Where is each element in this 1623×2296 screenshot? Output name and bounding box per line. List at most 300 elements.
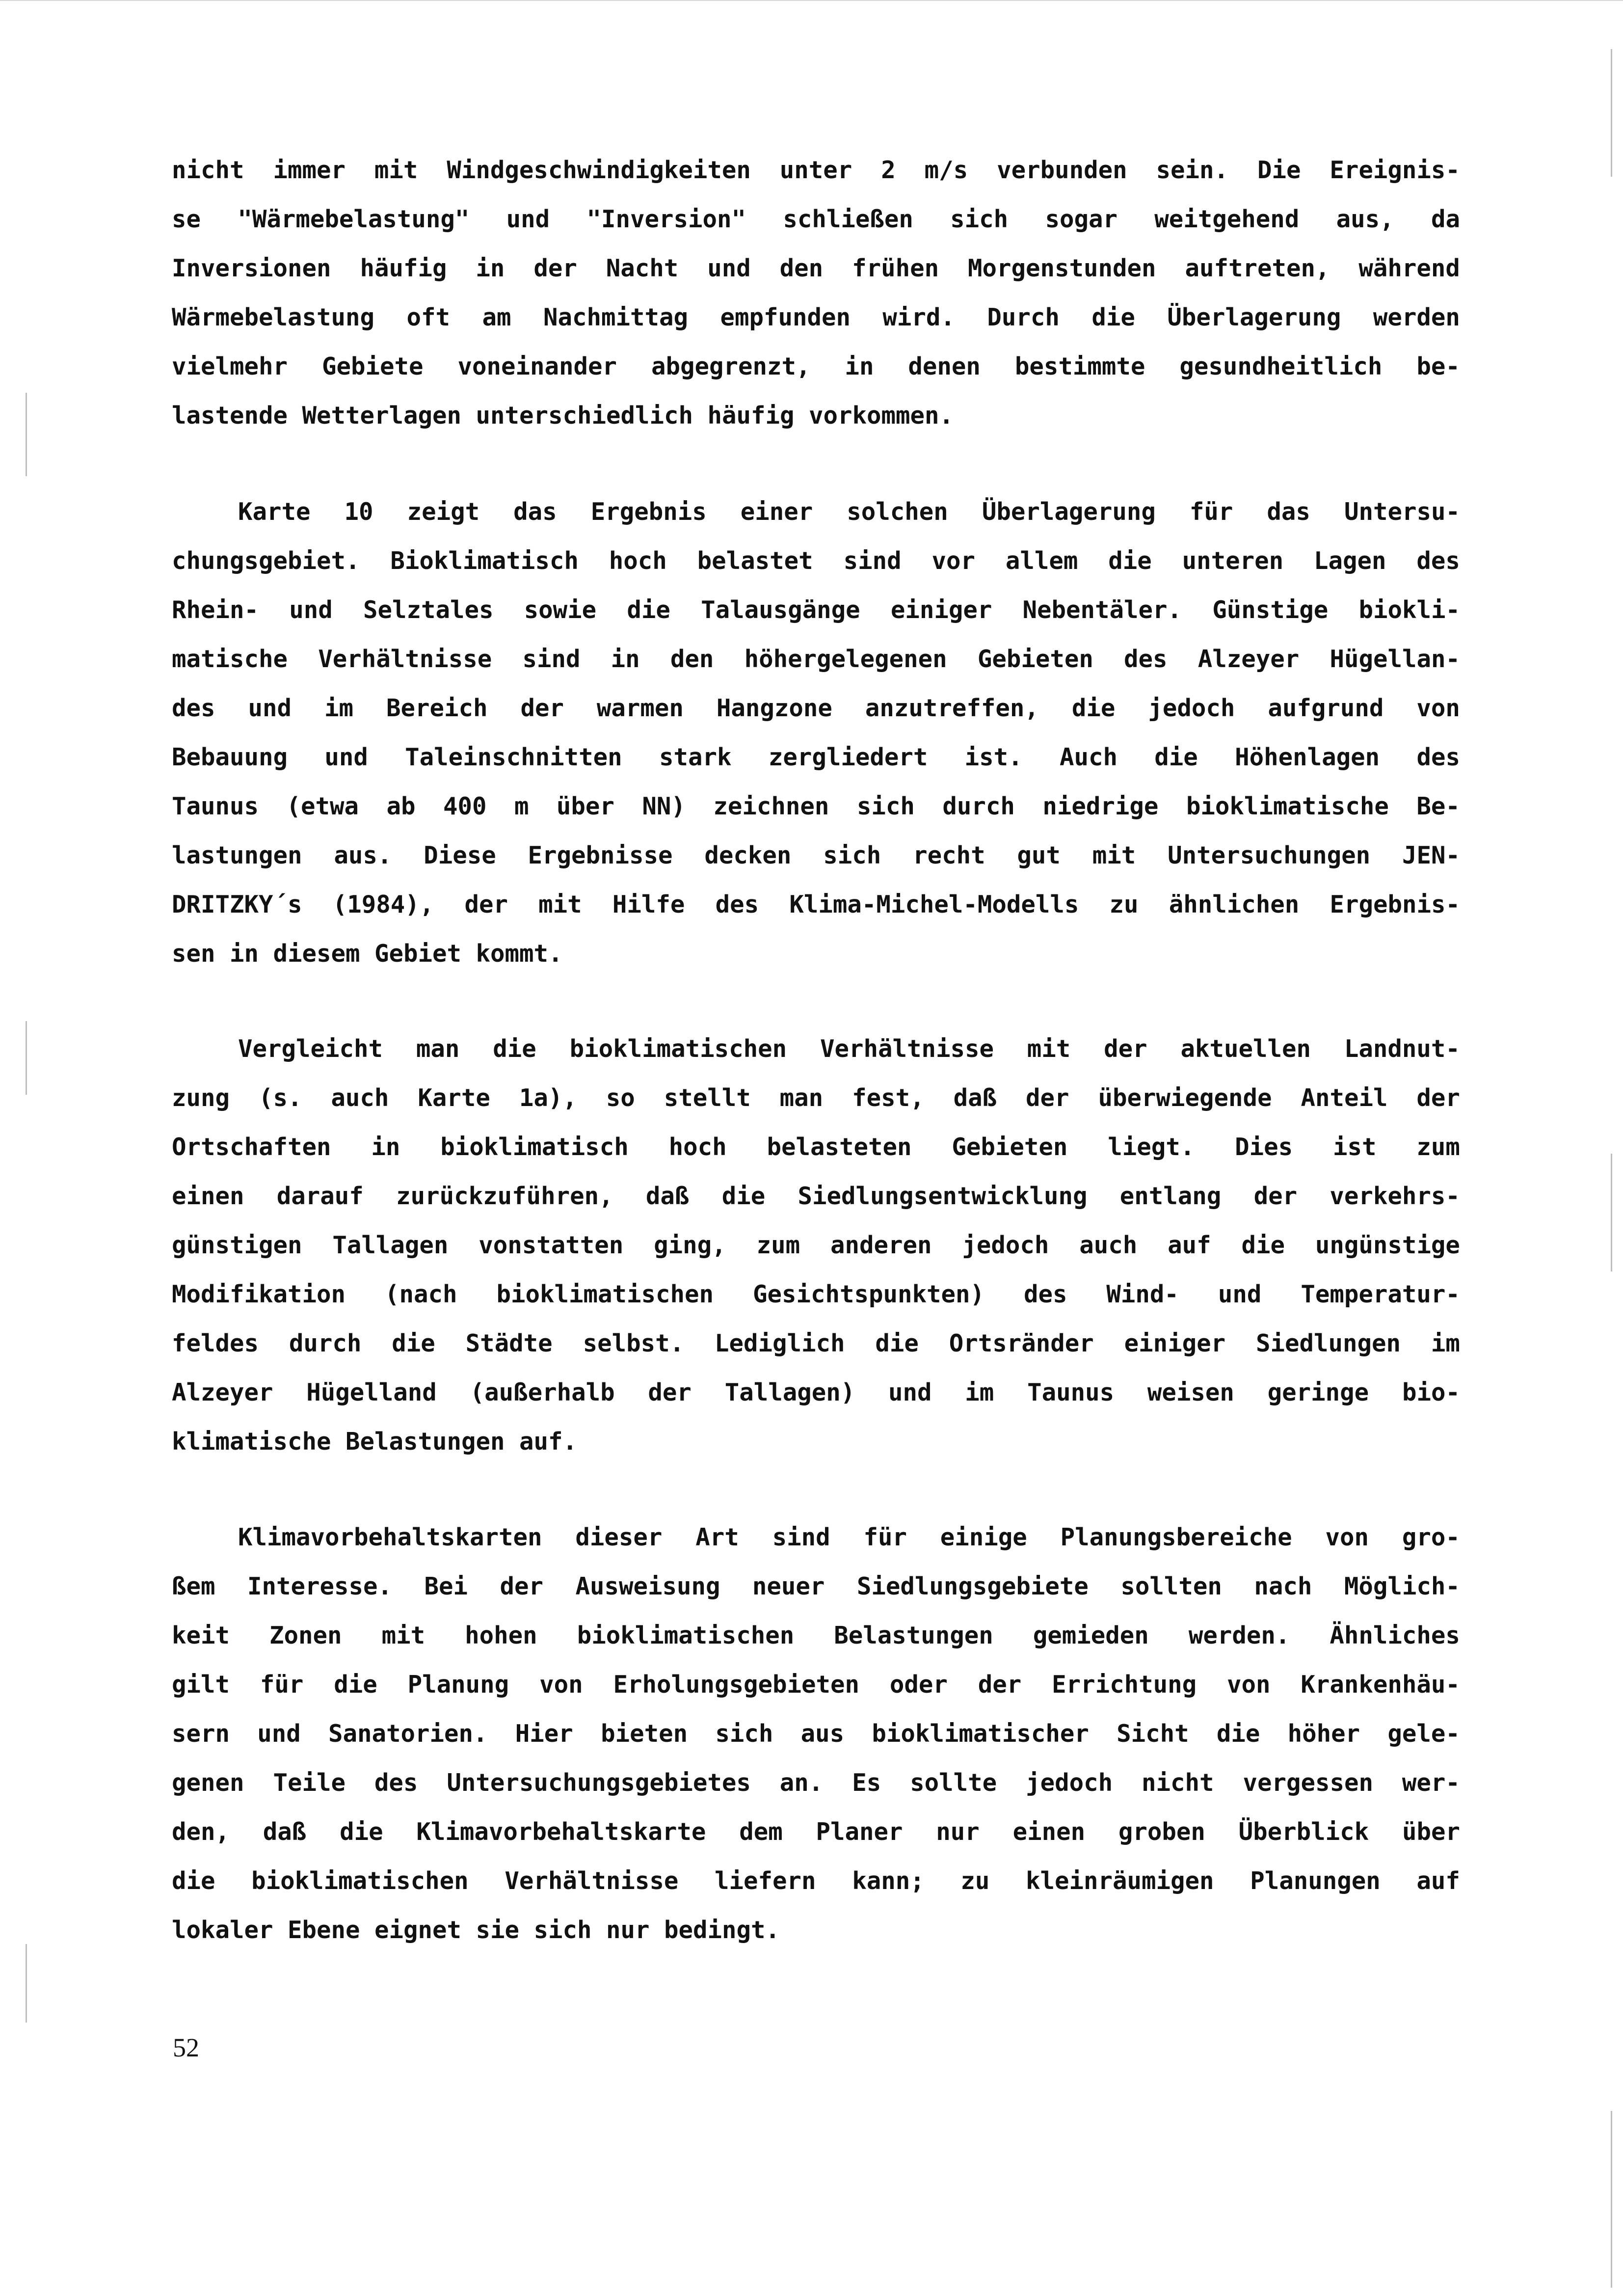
scan-margin-mark — [1611, 49, 1612, 177]
text-word: oft — [406, 303, 450, 331]
text-word: gro- — [1402, 1523, 1460, 1551]
text-word: des — [1124, 645, 1168, 673]
text-word: empfunden — [720, 303, 851, 331]
text-word: jedoch — [1026, 1769, 1113, 1797]
text-word: (nach — [384, 1280, 457, 1308]
text-word: in — [845, 352, 874, 380]
text-word: durch — [289, 1329, 362, 1357]
text-line — [172, 1660, 1460, 1709]
text-word: Es — [852, 1769, 881, 1797]
text-word: nach — [1254, 1572, 1312, 1600]
text-word: zergliedert — [768, 743, 928, 771]
text-word: in — [371, 1133, 400, 1161]
text-word: die — [392, 1329, 435, 1357]
text-word: jedoch — [962, 1231, 1049, 1259]
text-word: an. — [779, 1769, 824, 1797]
text-word: bioklimatische — [1186, 792, 1389, 820]
text-word: aus — [800, 1720, 845, 1748]
text-word: werden. — [1188, 1621, 1290, 1649]
text-word: die — [1241, 1231, 1285, 1259]
text-word: Morgenstunden — [968, 254, 1156, 282]
text-word: im — [1431, 1329, 1460, 1357]
text-word: Lagen — [1314, 547, 1386, 575]
text-word: vonstatten — [479, 1231, 624, 1259]
text-word: Untersuchungsgebietes — [447, 1769, 751, 1797]
text-word: m/s — [924, 156, 968, 184]
text-word: einen — [1012, 1818, 1086, 1846]
text-word: niedrige — [1042, 792, 1159, 820]
text-word: und — [707, 254, 751, 282]
text-word: NN) — [642, 792, 686, 820]
text-line — [172, 1709, 1460, 1758]
text-word: einiger — [1124, 1329, 1226, 1357]
scan-margin-mark — [1611, 2111, 1612, 2288]
text-word: 1a), — [519, 1084, 577, 1112]
text-word: Siedlungsgebiete — [856, 1572, 1089, 1600]
text-word: weitgehend — [1154, 205, 1300, 233]
text-word: höhergelegenen — [744, 645, 947, 673]
text-word: Rhein- — [172, 596, 259, 624]
text-word: Vergleicht — [238, 1035, 383, 1063]
text-word: Ergebnis- — [1330, 891, 1460, 918]
text-word: Sanatorien. — [328, 1720, 488, 1748]
text-word: gesundheitlich — [1179, 352, 1383, 380]
text-word: m — [514, 792, 529, 820]
text-word: solchen — [847, 498, 948, 526]
text-line — [172, 1611, 1460, 1660]
text-word: auftreten, — [1185, 254, 1330, 282]
text-word: Nachmittag — [543, 303, 688, 331]
text-word: bio- — [1402, 1378, 1460, 1406]
text-line — [172, 831, 1460, 880]
text-word: Krankenhäu- — [1301, 1671, 1460, 1699]
text-word: recht — [913, 841, 985, 869]
text-word: der — [533, 254, 577, 282]
text-word: für — [1189, 498, 1233, 526]
text-word: sollte — [910, 1769, 997, 1797]
text-word: der — [1253, 1182, 1298, 1210]
text-word: über — [1402, 1818, 1460, 1846]
text-word: anderen — [830, 1231, 932, 1259]
text-word: Art — [695, 1523, 739, 1551]
text-word: fest, — [852, 1084, 925, 1112]
text-word: anzutreffen, — [865, 694, 1039, 722]
text-word: nicht — [1142, 1769, 1214, 1797]
text-word: die — [1154, 743, 1198, 771]
text-word: Sicht — [1117, 1720, 1189, 1748]
text-word: voneinander — [457, 352, 617, 380]
text-word: ging, — [654, 1231, 726, 1259]
text-word: Auch — [1059, 743, 1117, 771]
text-word: 10 — [344, 498, 373, 526]
text-word: einiger — [890, 596, 992, 624]
text-word: bieten — [601, 1720, 688, 1748]
text-word: Siedlungsentwicklung — [798, 1182, 1088, 1210]
text-word: aus, — [1336, 205, 1394, 233]
text-word: zu — [960, 1867, 990, 1895]
text-word: groben — [1118, 1818, 1205, 1846]
text-word: Untersuchungen — [1168, 841, 1371, 869]
body-paragraph — [172, 487, 1460, 978]
text-word: in — [611, 645, 640, 673]
text-word: verkehrs- — [1330, 1182, 1460, 1210]
text-word: zum — [1416, 1133, 1460, 1161]
text-line — [172, 1758, 1460, 1808]
text-word: der — [1104, 1035, 1147, 1063]
text-word: von — [1416, 694, 1460, 722]
text-line — [172, 1562, 1460, 1611]
text-word: liegt. — [1108, 1133, 1195, 1161]
body-paragraph — [172, 146, 1460, 440]
text-line — [172, 733, 1460, 782]
text-word: DRITZKY´s — [172, 891, 302, 918]
text-word: Selztales — [363, 596, 494, 624]
text-word: Hier — [515, 1720, 573, 1748]
scan-margin-mark — [26, 393, 27, 476]
text-word: belasteten — [767, 1133, 912, 1161]
text-word: höher — [1287, 1720, 1360, 1748]
text-word: se — [172, 205, 201, 233]
text-word: sind — [772, 1523, 830, 1551]
text-word: wird. — [882, 303, 955, 331]
text-line — [172, 1025, 1460, 1074]
text-word: aus. — [334, 841, 392, 869]
text-word: Planungen — [1250, 1867, 1381, 1895]
text-word: keit — [172, 1621, 230, 1649]
text-word: Ergebnisse — [528, 841, 673, 869]
text-word: Gesichtspunkten) — [752, 1280, 984, 1308]
text-word: des — [715, 891, 759, 918]
text-word: nur — [936, 1818, 980, 1846]
text-line — [172, 487, 1460, 537]
text-word: Klimavorbehaltskarten — [238, 1523, 542, 1551]
text-word: immer — [273, 156, 346, 184]
text-word: mit — [538, 891, 582, 918]
text-word: die — [340, 1818, 383, 1846]
text-word: Tallagen — [332, 1231, 449, 1259]
text-word: entlang — [1119, 1182, 1222, 1210]
text-word: überwiegende — [1098, 1084, 1272, 1112]
text-line — [172, 586, 1460, 635]
text-word: und — [289, 596, 333, 624]
text-word: "Inversion" — [586, 205, 746, 233]
text-word: und — [324, 743, 368, 771]
text-word: werden — [1373, 303, 1460, 331]
text-word: zeichnen — [713, 792, 829, 820]
text-word: sogar — [1045, 205, 1117, 233]
text-word: gilt — [172, 1671, 230, 1699]
text-word: Teile — [273, 1769, 346, 1797]
text-word: Überlagerung — [1167, 303, 1341, 331]
text-word: 400 — [443, 792, 487, 820]
text-word: Karte — [418, 1084, 490, 1112]
text-word: gele- — [1387, 1720, 1460, 1748]
text-word: frühen — [852, 254, 939, 282]
text-word: 2 — [881, 156, 896, 184]
text-word: da — [1431, 205, 1460, 233]
text-word: am — [482, 303, 511, 331]
text-word: Planungsbereiche — [1060, 1523, 1292, 1551]
text-word: Talausgänge — [701, 596, 860, 624]
text-word: Be- — [1416, 792, 1460, 820]
body-paragraph — [172, 1025, 1460, 1466]
text-word: Hilfe — [612, 891, 685, 918]
text-word: feldes — [172, 1329, 259, 1357]
text-word: chungsgebiet. — [172, 547, 360, 575]
page-number: 52 — [173, 2033, 199, 2062]
text-line — [172, 1857, 1460, 1906]
text-word: sich — [823, 841, 881, 869]
text-word: Klima-Michel-Modells — [789, 891, 1079, 918]
text-word: "Wärmebelastung" — [238, 205, 470, 233]
text-line — [172, 1808, 1460, 1857]
text-word: selbst. — [583, 1329, 685, 1357]
text-word: neuer — [752, 1572, 825, 1600]
text-word: und — [506, 205, 550, 233]
text-word: genen — [172, 1769, 244, 1797]
text-word: Günstige — [1212, 596, 1329, 624]
text-word: belastet — [697, 547, 813, 575]
text-word: unter — [779, 156, 852, 184]
text-word: Wärmebelastung — [172, 303, 375, 331]
text-word: Bei — [424, 1572, 468, 1600]
text-line — [172, 782, 1460, 831]
text-line — [172, 146, 1460, 195]
text-line: lastende Wetterlagen unterschiedlich häufig vorkommen. — [172, 402, 954, 430]
text-word: Verhältnisse — [318, 645, 492, 673]
text-word: bioklimatischen — [569, 1035, 787, 1063]
text-word: Hangzone — [716, 694, 832, 722]
text-word: die — [721, 1182, 766, 1210]
text-word: das — [513, 498, 557, 526]
text-word: der — [464, 891, 508, 918]
text-word: (außerhalb — [470, 1378, 615, 1406]
text-word: Ortschaften — [172, 1133, 331, 1161]
text-word: von — [1325, 1523, 1369, 1551]
text-word: der — [1026, 1084, 1069, 1112]
text-word: von — [539, 1671, 583, 1699]
text-word: zung — [172, 1084, 230, 1112]
text-word: Zonen — [269, 1621, 342, 1649]
text-word: hoch — [668, 1133, 727, 1161]
text-word: die — [1216, 1720, 1260, 1748]
text-word: stellt — [664, 1084, 751, 1112]
text-word: hoch — [609, 547, 667, 575]
text-word: bestimmte — [1014, 352, 1145, 380]
text-line — [172, 537, 1460, 586]
text-word: Alzeyer — [1197, 645, 1300, 673]
text-word: Landnut- — [1344, 1035, 1460, 1063]
text-word: mit — [374, 156, 418, 184]
text-line — [172, 1513, 1460, 1562]
text-word: im — [324, 694, 353, 722]
text-word: Überblick — [1238, 1818, 1369, 1846]
text-word: Anteil — [1301, 1084, 1388, 1112]
text-word: Planung — [407, 1671, 509, 1699]
text-word: Interesse. — [247, 1572, 392, 1600]
text-word: sowie — [524, 596, 597, 624]
text-word: Überlagerung — [982, 498, 1156, 526]
text-word: denen — [908, 352, 981, 380]
text-word: Dies — [1235, 1133, 1293, 1161]
text-word: daß — [645, 1182, 690, 1210]
text-word: Durch — [987, 303, 1060, 331]
text-word: so — [606, 1084, 635, 1112]
text-line — [172, 195, 1460, 244]
text-word: ßem — [172, 1572, 215, 1600]
text-word: warmen — [596, 694, 684, 722]
text-word: dieser — [575, 1523, 663, 1551]
text-line — [172, 1172, 1460, 1221]
text-word: verbunden — [997, 156, 1127, 184]
text-word: sich — [950, 205, 1009, 233]
scan-edge-line — [0, 0, 1623, 1]
text-word: bioklimatisch — [440, 1133, 629, 1161]
text-word: sind — [843, 547, 902, 575]
text-word: stark — [659, 743, 732, 771]
text-word: während — [1358, 254, 1460, 282]
text-word: Wind- — [1106, 1280, 1179, 1308]
text-word: die — [627, 596, 670, 624]
text-word: mit — [381, 1621, 426, 1649]
text-word: und — [1218, 1280, 1262, 1308]
text-word: mit — [1092, 841, 1136, 869]
text-line — [172, 1123, 1460, 1172]
text-word: dem — [739, 1818, 783, 1846]
text-word: kleinräumigen — [1026, 1867, 1214, 1895]
text-word: Gebieten — [952, 1133, 1068, 1161]
text-word: Lediglich — [714, 1329, 845, 1357]
text-word: Bebauung — [172, 743, 288, 771]
text-word: sich — [715, 1720, 773, 1748]
text-line — [172, 880, 1460, 929]
text-word: jedoch — [1148, 694, 1235, 722]
text-word: der — [978, 1671, 1022, 1699]
text-word: die — [172, 1867, 215, 1895]
text-word: Temperatur- — [1301, 1280, 1460, 1308]
text-word: den, — [172, 1818, 230, 1846]
text-word: unteren — [1182, 547, 1284, 575]
text-line — [172, 684, 1460, 733]
text-word: das — [1267, 498, 1310, 526]
text-word: Alzeyer — [172, 1378, 273, 1406]
text-word: des — [1023, 1280, 1067, 1308]
scan-margin-mark — [1611, 1154, 1612, 1271]
text-word: Möglich- — [1344, 1572, 1460, 1600]
text-line — [172, 1319, 1460, 1368]
text-word: geringe — [1267, 1378, 1369, 1406]
text-line — [172, 1270, 1460, 1319]
text-word: auf — [1168, 1231, 1211, 1259]
text-word: bioklimatischen — [496, 1280, 714, 1308]
text-word: die — [1091, 303, 1135, 331]
text-line — [172, 1221, 1460, 1270]
text-word: wer- — [1402, 1769, 1460, 1797]
text-word: und — [257, 1720, 301, 1748]
text-word: Windgeschwindigkeiten — [447, 156, 751, 184]
text-word: im — [965, 1378, 994, 1406]
text-word: günstigen — [172, 1231, 302, 1259]
text-word: weisen — [1147, 1378, 1234, 1406]
text-word: auf — [1416, 1867, 1460, 1895]
text-word: des — [172, 694, 215, 722]
text-word: bioklimatischen — [577, 1621, 795, 1649]
text-word: aufgrund — [1268, 694, 1384, 722]
text-word: zu — [1109, 891, 1139, 918]
text-word: der — [520, 694, 564, 722]
text-word: Ergebnis — [590, 498, 707, 526]
text-word: man — [416, 1035, 460, 1063]
text-word: gemieden — [1033, 1621, 1149, 1649]
text-word: die — [875, 1329, 919, 1357]
text-word: mit — [1027, 1035, 1071, 1063]
text-word: einen — [172, 1182, 244, 1210]
scan-margin-mark — [26, 1021, 27, 1095]
text-word: decken — [704, 841, 792, 869]
text-line: lokaler Ebene eignet sie sich nur bedingt. — [172, 1916, 780, 1944]
text-word: die — [1108, 547, 1152, 575]
text-word: Siedlungen — [1256, 1329, 1401, 1357]
text-word: den — [779, 254, 824, 282]
text-word: in — [476, 254, 505, 282]
text-word: JEN- — [1402, 841, 1460, 869]
text-word: lastungen — [172, 841, 302, 869]
text-line — [172, 1074, 1460, 1123]
text-word: Untersu- — [1344, 498, 1460, 526]
text-word: daß — [953, 1084, 997, 1112]
text-word: ist — [1333, 1133, 1377, 1161]
text-word: Nebentäler. — [1022, 596, 1182, 624]
text-word: auch — [331, 1084, 389, 1112]
text-word: Modifikation — [172, 1280, 346, 1308]
text-word: allem — [1005, 547, 1078, 575]
text-word: der — [648, 1378, 692, 1406]
text-word: vergessen — [1243, 1769, 1373, 1797]
text-word: ab — [386, 792, 416, 820]
text-line — [172, 293, 1460, 342]
text-word: für — [863, 1523, 907, 1551]
text-word: abgegrenzt, — [651, 352, 811, 380]
text-word: Die — [1257, 156, 1301, 184]
text-word: bioklimatischen — [251, 1867, 469, 1895]
scan-margin-mark — [26, 1944, 27, 2023]
text-word: vielmehr — [172, 352, 288, 380]
text-word: oder — [889, 1671, 948, 1699]
text-word: Höhenlagen — [1235, 743, 1380, 771]
text-word: kann; — [852, 1867, 925, 1895]
text-word: be- — [1416, 352, 1460, 380]
text-word: über — [556, 792, 614, 820]
text-word: (etwa — [286, 792, 359, 820]
text-line — [172, 635, 1460, 684]
text-word: den — [670, 645, 714, 673]
text-word: häufig — [360, 254, 447, 282]
text-line — [172, 1368, 1460, 1417]
text-word: Ähnliches — [1330, 1621, 1460, 1649]
text-word: Hügelland — [306, 1378, 437, 1406]
text-word: Errichtung — [1052, 1671, 1197, 1699]
text-word: hohen — [465, 1621, 537, 1649]
text-word: vor — [931, 547, 975, 575]
text-word: die — [493, 1035, 536, 1063]
text-word: gut — [1017, 841, 1061, 869]
text-line — [172, 342, 1460, 391]
text-line — [172, 244, 1460, 293]
text-word: sich — [856, 792, 915, 820]
text-word: für — [260, 1671, 304, 1699]
text-word: bioklimatischer — [872, 1720, 1089, 1748]
text-word: auch — [1079, 1231, 1138, 1259]
